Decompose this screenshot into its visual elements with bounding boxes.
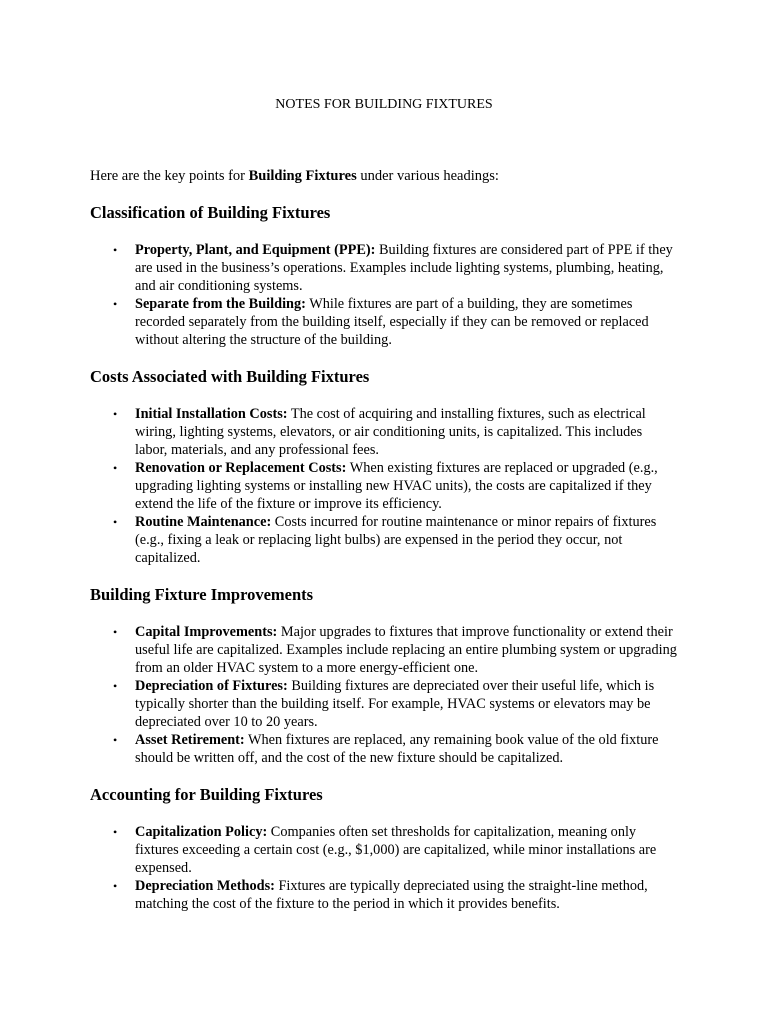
list-item-term: Property, Plant, and Equipment (PPE): [135,242,376,258]
list-item [113,877,678,913]
list-item-text: While fixtures are part of a building, they are sometimes recorded separately from the building itself, especially if they can be removed or replaced without altering the structure of the building. [135,296,649,348]
bullet-icon: • [113,625,118,639]
list-item [113,823,678,877]
list-item-text: Fixtures are typically depreciated using the straight-line method, matching the cost of the fixture to the period in which it provides benefits. [135,878,648,912]
list-item-term: Capital Improvements: [135,624,278,640]
list-item-text: The cost of acquiring and installing fixtures, such as electrical wiring, lighting systems, elevators, or air conditioning units, is capitalized. This includes labor, materials, and any professional fees. [135,406,646,458]
bullet-icon: • [113,243,118,257]
section-list-classification [90,241,678,349]
list-item [113,405,678,459]
section-heading-improvements: Building Fixture Improvements [90,585,314,604]
list-item-term: Depreciation Methods: [135,878,275,894]
bullet-icon: • [113,733,118,747]
section-heading-accounting: Accounting for Building Fixtures [90,785,323,804]
list-item-text: When existing fixtures are replaced or upgraded (e.g., upgrading lighting systems or installing new HVAC units), the costs are capitalized if they extend the life of the fixture or improve its efficiency. [135,460,658,512]
bullet-icon: • [113,679,118,693]
list-item-term: Routine Maintenance: [135,514,272,530]
list-item [113,295,678,349]
bullet-icon: • [113,461,118,475]
bullet-icon: • [113,515,118,529]
list-item-text: Companies often set thresholds for capitalization, meaning only fixtures exceeding a certain cost (e.g., $1,000) are capitalized, while minor installations are expensed. [135,824,657,876]
list-item-term: Initial Installation Costs: [135,406,288,422]
intro-text-before: Here are the key points for [90,168,249,184]
document-title: NOTES FOR BUILDING FIXTURES [275,97,493,112]
list-item-term: Asset Retirement: [135,732,245,748]
intro-text-bold: Building Fixtures [248,168,357,184]
list-item [113,731,678,767]
list-item-text: When fixtures are replaced, any remaining book value of the old fixture should be written off, and the cost of the new fixture should be capitalized. [135,732,659,766]
bullet-icon: • [113,879,118,893]
bullet-icon: • [113,407,118,421]
list-item-text: Building fixtures are depreciated over their useful life, which is typically shorter than the building itself. For example, HVAC systems or elevators may be depreciated over 10 to 20 years. [135,678,655,730]
list-item-text: Building fixtures are considered part of PPE if they are used in the business’s operations. Examples include lighting systems, plumbing, heating, and air conditioning systems. [135,242,673,294]
list-item [113,241,678,295]
bullet-icon: • [113,297,118,311]
list-item [113,459,678,513]
section-list-accounting [90,823,678,913]
list-item-term: Separate from the Building: [135,296,306,312]
list-item [113,623,678,677]
intro-text-after: under various headings: [356,168,499,184]
intro-paragraph [90,167,678,185]
section-list-costs [90,405,678,567]
list-item-text: Costs incurred for routine maintenance or minor repairs of fixtures (e.g., fixing a leak or replacing light bulbs) are expensed in the period they occur, not capitalized. [135,514,657,566]
list-item [113,677,678,731]
section-heading-costs: Costs Associated with Building Fixtures [90,367,370,386]
section-heading-classification: Classification of Building Fixtures [90,203,331,222]
list-item-term: Capitalization Policy: [135,824,268,840]
list-item-term: Depreciation of Fixtures: [135,678,288,694]
list-item [113,513,678,567]
section-list-improvements [90,623,678,767]
list-item-text: Major upgrades to fixtures that improve functionality or extend their useful life are capitalized. Examples include replacing an entire plumbing system or upgrading from an older HVAC system to a more energy-efficient one. [135,624,677,676]
bullet-icon: • [113,825,118,839]
list-item-term: Renovation or Replacement Costs: [135,460,347,476]
